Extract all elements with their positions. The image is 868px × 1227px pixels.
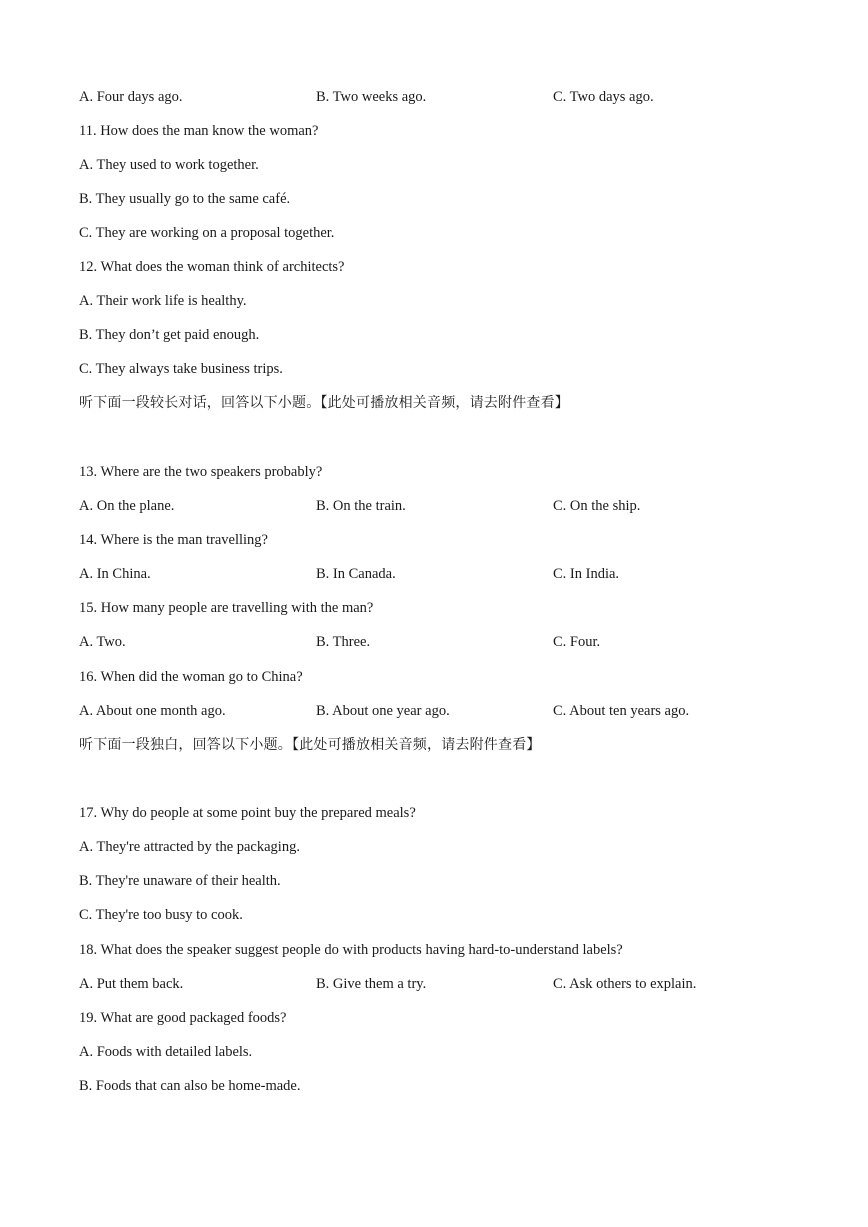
option-c: C. Two days ago. [553, 89, 654, 105]
option-line: A. They used to work together. [79, 157, 259, 173]
option-a: A. Put them back. [79, 976, 184, 992]
option-b: B. Three. [316, 634, 371, 650]
question-15: 15. How many people are travelling with the man? [79, 600, 374, 616]
question-14: 14. Where is the man travelling? [79, 532, 268, 548]
option-a: A. Two. [79, 634, 126, 650]
option-a: A. Four days ago. [79, 89, 183, 105]
option-line: C. They are working on a proposal together. [79, 225, 335, 241]
option-c: C. About ten years ago. [553, 703, 690, 719]
answer-options-10 [79, 86, 808, 108]
option-c: C. On the ship. [553, 498, 641, 514]
option-line: C. They're too busy to cook. [79, 907, 243, 923]
option-line: B. Foods that can also be home-made. [79, 1078, 301, 1094]
option-b: B. About one year ago. [316, 703, 450, 719]
option-b: B. On the train. [316, 498, 406, 514]
question-12: 12. What does the woman think of architects? [79, 259, 345, 275]
question-16: 16. When did the woman go to China? [79, 669, 303, 685]
option-line: C. They always take business trips. [79, 361, 283, 377]
answer-options-13 [79, 495, 808, 517]
question-11: 11. How does the man know the woman? [79, 123, 319, 139]
option-b: B. Give them a try. [316, 976, 427, 992]
option-line: B. They usually go to the same café. [79, 191, 291, 207]
option-b: B. Two weeks ago. [316, 89, 427, 105]
option-c: C. Ask others to explain. [553, 976, 697, 992]
option-a: A. About one month ago. [79, 703, 226, 719]
question-18: 18. What does the speaker suggest people do with products having hard-to-understand labels? [79, 942, 623, 958]
option-c: C. Four. [553, 634, 601, 650]
question-17: 17. Why do people at some point buy the prepared meals? [79, 805, 416, 821]
option-a: A. In China. [79, 566, 151, 582]
option-line: B. They're unaware of their health. [79, 873, 281, 889]
option-line: A. Foods with detailed labels. [79, 1044, 253, 1060]
option-b: B. In Canada. [316, 566, 396, 582]
option-c: C. In India. [553, 566, 620, 582]
answer-options-14 [79, 563, 808, 585]
option-a: A. On the plane. [79, 498, 175, 514]
option-line: B. They don’t get paid enough. [79, 327, 260, 343]
answer-options-16 [79, 700, 808, 722]
question-13: 13. Where are the two speakers probably? [79, 464, 323, 480]
answer-options-15 [79, 631, 808, 653]
section-instruction: 听下面一段独白，回答以下小题。【此处可播放相关音频，请去附件查看】 [79, 737, 541, 753]
option-line: A. They're attracted by the packaging. [79, 839, 300, 855]
option-line: A. Their work life is healthy. [79, 293, 247, 309]
question-19: 19. What are good packaged foods? [79, 1010, 287, 1026]
answer-options-18 [79, 973, 808, 995]
section-instruction: 听下面一段较长对话，回答以下小题。【此处可播放相关音频，请去附件查看】 [79, 395, 569, 411]
